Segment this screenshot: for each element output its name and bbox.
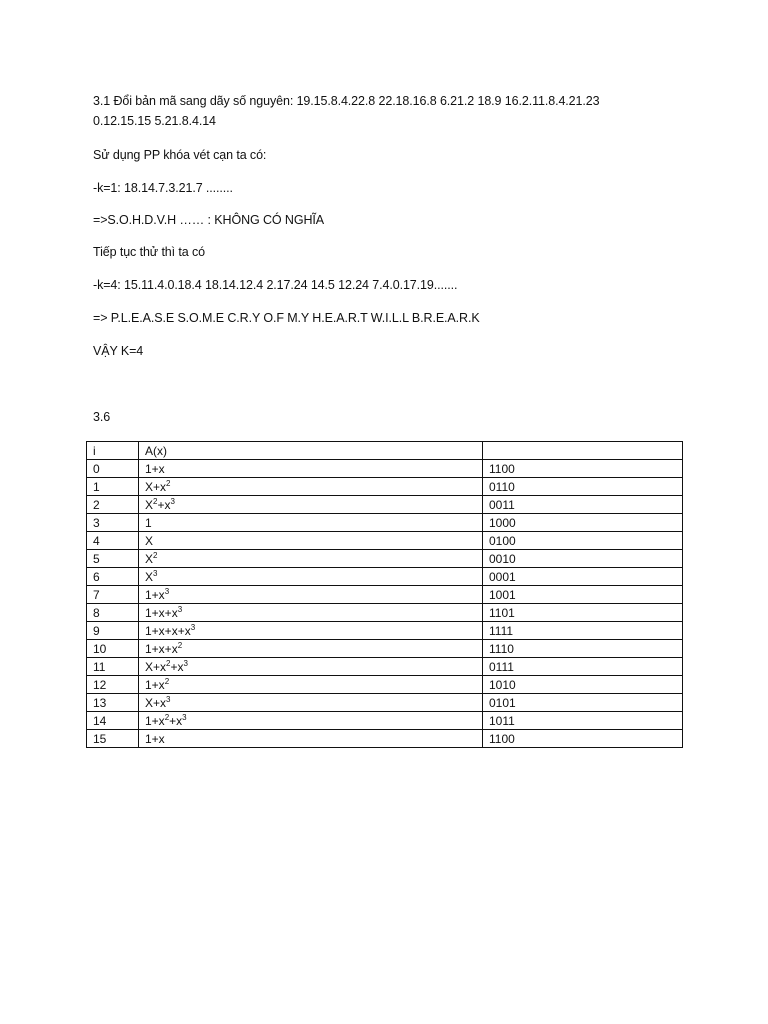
polynomial-term: +x [157, 497, 171, 512]
row-polynomial [139, 604, 483, 622]
row-binary: 1000 [483, 514, 683, 532]
section-3-1-sequence-continuation: 0.12.15.15 5.21.8.4.14 [93, 114, 216, 128]
polynomial-term: +x [169, 713, 183, 728]
row-index: 2 [87, 496, 139, 514]
row-binary: 1011 [483, 712, 683, 730]
table-row [87, 730, 683, 748]
exponent: 2 [166, 478, 171, 488]
table-row [87, 622, 683, 640]
row-index: 0 [87, 460, 139, 478]
table-row [87, 640, 683, 658]
polynomial-term: X [145, 533, 154, 548]
continue-trying-text: Tiếp tục thử thì ta có [93, 245, 206, 259]
row-index: 1 [87, 478, 139, 496]
polynomial-term: X [145, 551, 154, 566]
row-index: 13 [87, 694, 139, 712]
row-polynomial [139, 568, 483, 586]
row-polynomial [139, 622, 483, 640]
table-body [87, 460, 683, 748]
row-polynomial [139, 550, 483, 568]
row-binary: 1001 [483, 586, 683, 604]
row-polynomial [139, 496, 483, 514]
row-index: 11 [87, 658, 139, 676]
polynomial-term: 1+x+x [145, 605, 178, 620]
row-index: 8 [87, 604, 139, 622]
table-row [87, 694, 683, 712]
exponent: 2 [153, 496, 158, 506]
row-polynomial [139, 532, 483, 550]
k4-sequence: -k=4: 15.11.4.0.18.4 18.14.12.4 2.17.24 14.5 12.24 7.4.0.17.19....... [93, 278, 458, 292]
row-binary: 1101 [483, 604, 683, 622]
table-row [87, 568, 683, 586]
row-polynomial [139, 460, 483, 478]
table-row [87, 478, 683, 496]
row-polynomial [139, 712, 483, 730]
polynomial-term: X [145, 497, 154, 512]
polynomial-term: X+x [145, 479, 167, 494]
table-row [87, 514, 683, 532]
row-binary: 0001 [483, 568, 683, 586]
row-index: 3 [87, 514, 139, 532]
polynomial-term: X+x [145, 659, 167, 674]
exponent: 3 [190, 622, 196, 632]
row-polynomial [139, 694, 483, 712]
row-index: 14 [87, 712, 139, 730]
polynomial-term: 1+x+x+x [145, 623, 191, 638]
exponent: 3 [153, 568, 158, 578]
table-row [87, 532, 683, 550]
row-binary: 0111 [483, 658, 683, 676]
row-polynomial [139, 586, 483, 604]
polynomial-term: 1+x [145, 713, 165, 728]
table-row [87, 586, 683, 604]
row-polynomial [139, 640, 483, 658]
k1-sequence: -k=1: 18.14.7.3.21.7 ........ [93, 181, 233, 195]
exponent: 2 [164, 712, 170, 722]
row-binary: 0110 [483, 478, 683, 496]
section-3-1-heading: 3.1 Đổi bản mã sang dãy số nguyên: 19.15.8.4.22.8 22.18.16.8 6.21.2 18.9 16.2.11.8.4.21.23 [93, 94, 600, 108]
polynomial-term: 1 [145, 515, 152, 530]
table-row [87, 712, 683, 730]
header-binary [483, 442, 683, 460]
polynomial-table [86, 441, 683, 748]
polynomial-term: 1+x [145, 677, 165, 692]
table-row [87, 604, 683, 622]
row-polynomial [139, 676, 483, 694]
exponent: 3 [166, 694, 171, 704]
conclusion-text: VẬY K=4 [93, 344, 144, 358]
row-index: 15 [87, 730, 139, 748]
polynomial-term: 1+x [145, 461, 165, 476]
exponent: 3 [170, 496, 175, 506]
row-binary: 0100 [483, 532, 683, 550]
exponent: 3 [164, 586, 170, 596]
polynomial-term: 1+x [145, 731, 165, 746]
polynomial-term: X [145, 569, 154, 584]
table-row [87, 676, 683, 694]
row-index: 10 [87, 640, 139, 658]
row-index: 6 [87, 568, 139, 586]
polynomial-term: +x [170, 659, 184, 674]
exponent: 3 [177, 604, 183, 614]
row-polynomial [139, 730, 483, 748]
header-ax: A(x) [139, 442, 483, 460]
row-binary: 0101 [483, 694, 683, 712]
row-polynomial [139, 658, 483, 676]
row-binary: 0010 [483, 550, 683, 568]
exponent: 2 [153, 550, 158, 560]
brute-force-intro: Sử dụng PP khóa vét cạn ta có: [93, 148, 267, 162]
row-index: 5 [87, 550, 139, 568]
row-binary: 1100 [483, 730, 683, 748]
polynomial-term: X+x [145, 695, 167, 710]
section-3-6-heading: 3.6 [93, 410, 111, 424]
row-polynomial [139, 478, 483, 496]
row-binary: 1111 [483, 622, 683, 640]
polynomial-term: 1+x+x [145, 641, 178, 656]
exponent: 3 [182, 712, 187, 722]
row-index: 9 [87, 622, 139, 640]
table-row [87, 658, 683, 676]
header-i: i [87, 442, 139, 460]
row-binary: 1110 [483, 640, 683, 658]
exponent: 2 [177, 640, 183, 650]
polynomial-term: 1+x [145, 587, 165, 602]
table-header-row [87, 442, 683, 460]
exponent: 3 [183, 658, 188, 668]
row-index: 12 [87, 676, 139, 694]
table-row [87, 460, 683, 478]
row-binary: 1100 [483, 460, 683, 478]
row-polynomial [139, 514, 483, 532]
k4-result: => P.L.E.A.S.E S.O.M.E C.R.Y O.F M.Y H.E.A.R.T W.I.L.L B.R.E.A.R.K [93, 311, 480, 325]
row-index: 7 [87, 586, 139, 604]
row-index: 4 [87, 532, 139, 550]
exponent: 2 [164, 676, 170, 686]
table-row [87, 496, 683, 514]
row-binary: 1010 [483, 676, 683, 694]
row-binary: 0011 [483, 496, 683, 514]
k1-result: =>S.O.H.D.V.H …… : KHÔNG CÓ NGHĨA [93, 213, 325, 227]
table-row [87, 550, 683, 568]
exponent: 2 [166, 658, 171, 668]
